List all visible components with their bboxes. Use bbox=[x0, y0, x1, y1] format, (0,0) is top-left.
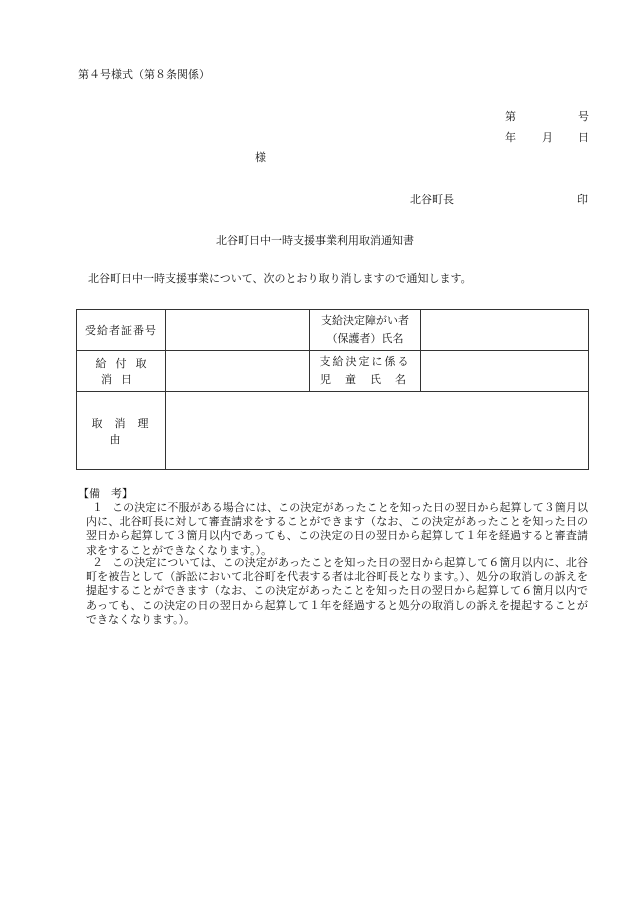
guardian-name-value[interactable] bbox=[421, 310, 589, 351]
child-name-label-line2: 児童氏名 bbox=[320, 373, 420, 386]
document-number-suffix: 号 bbox=[578, 110, 589, 123]
table-row bbox=[77, 351, 589, 392]
remark-item bbox=[86, 556, 588, 627]
issuer-title: 北谷町長 bbox=[410, 193, 454, 206]
cancellation-form-table bbox=[76, 309, 589, 470]
guardian-name-label bbox=[310, 310, 421, 351]
addressee-honorific: 様 bbox=[255, 151, 266, 164]
date-year-label: 年 bbox=[505, 131, 516, 144]
guardian-name-label-line1: 支給決定障がい者 bbox=[321, 314, 409, 327]
child-name-value[interactable] bbox=[421, 351, 589, 392]
recipient-cert-number-value[interactable] bbox=[166, 310, 310, 351]
recipient-cert-number-label: 受給者証番号 bbox=[77, 310, 166, 351]
remark-text: この決定については、この決定があったことを知った日の翌日から起算して６箇月以内に、北谷町を被告として（訴訟において北谷町を代表する者は北谷町長となります。）、処分の取消しの訴えを提起することができます（なお、この決定があったことを知った日の翌日から起算して６箇月以内であっても、この決定の日の翌日から起算して１年を経過すると処分の取消しの訴えを提起することができなくなります。）。 bbox=[86, 556, 588, 626]
cancel-reason-value[interactable] bbox=[166, 392, 589, 470]
remark-number: １ bbox=[92, 501, 103, 514]
guardian-name-label-line2: （保護者）氏名 bbox=[326, 332, 404, 345]
remark-text: この決定に不服がある場合には、この決定があったことを知った日の翌日から起算して３箇月以内に、北谷町長に対して審査請求をすることができます（なお、この決定があったことを知った日の翌日から起算して３箇月以内であっても、この決定の日の翌日から起算して１年を経過すると審査請求をすることができなくなります。）。 bbox=[86, 501, 588, 557]
table-row bbox=[77, 392, 589, 470]
cancel-date-label: 給付取消日 bbox=[77, 351, 166, 392]
document-title: 北谷町日中一時支援事業利用取消通知書 bbox=[216, 234, 414, 247]
date-day-label: 日 bbox=[578, 131, 589, 144]
date-month-label: 月 bbox=[542, 131, 553, 144]
remark-item bbox=[86, 501, 588, 558]
child-name-label-line1: 支給決定に係る bbox=[319, 355, 411, 368]
issuer-seal-mark: 印 bbox=[577, 193, 588, 206]
remarks-heading: 【備 考】 bbox=[78, 487, 133, 500]
cancel-date-value[interactable] bbox=[166, 351, 310, 392]
form-number: 第４号様式（第８条関係） bbox=[78, 68, 210, 81]
child-name-label bbox=[310, 351, 421, 392]
table-row bbox=[77, 310, 589, 351]
cancel-reason-label: 取消理由 bbox=[77, 392, 166, 470]
document-number-prefix: 第 bbox=[505, 110, 516, 123]
intro-text: 北谷町日中一時支援事業について、次のとおり取り消しますので通知します。 bbox=[88, 272, 472, 285]
remark-number: ２ bbox=[92, 556, 103, 569]
